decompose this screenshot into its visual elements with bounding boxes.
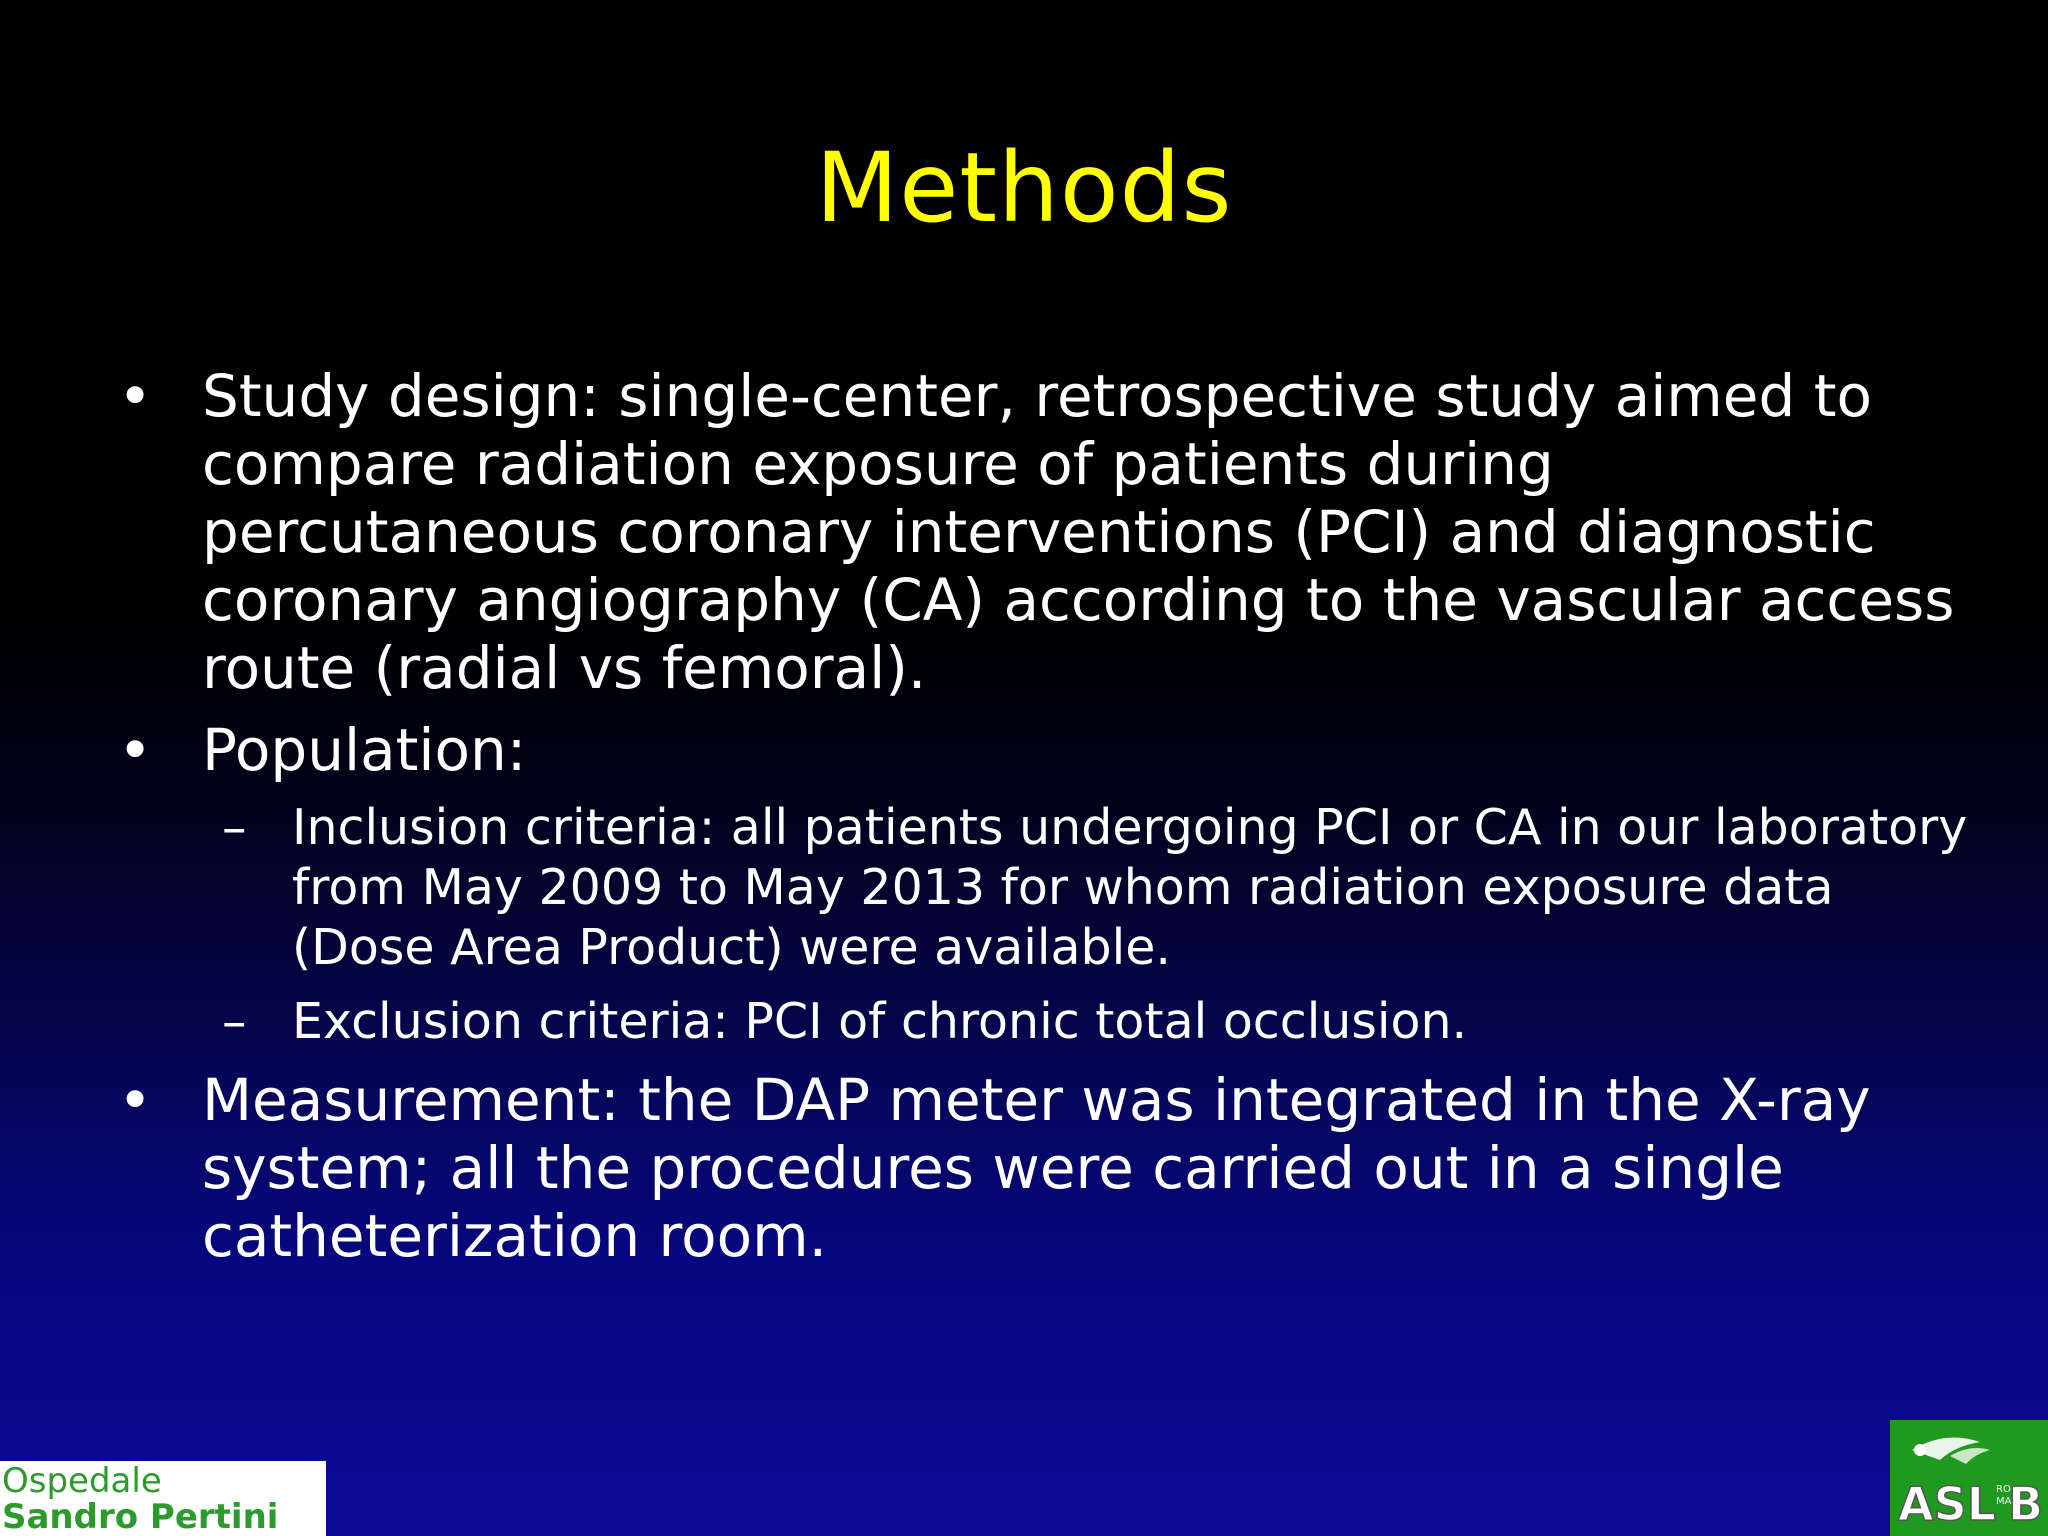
bullet-measurement	[118, 1066, 1968, 1270]
bullet-text: Study design: single-center, retrospective study aimed to compare radiation exposure of patients during percutaneous coronary interventions (PCI) and diagnostic coronary angiography (CA) according to the vascular access route (radial vs femoral).	[202, 362, 1955, 702]
hospital-logo	[0, 1461, 326, 1536]
hospital-logo-line1: Ospedale	[2, 1461, 162, 1501]
subitem-inclusion-criteria	[118, 798, 1968, 978]
hospital-logo-line2: Sandro Pertini	[2, 1497, 279, 1536]
bullet-icon: •	[118, 716, 153, 784]
svg-text:MA: MA	[1996, 1496, 2012, 1507]
dash-icon: –	[222, 993, 247, 1050]
slide-title: Methods	[815, 132, 1233, 244]
bullet-text: Measurement: the DAP meter was integrated in the X-ray system; all the procedures were carried out in a single catheterization room.	[202, 1066, 1871, 1270]
svg-text:B: B	[2008, 1477, 2044, 1531]
bullet-icon: •	[118, 362, 153, 430]
subitem-text: Exclusion criteria: PCI of chronic total occlusion.	[292, 993, 1468, 1050]
bullet-text: Population:	[202, 716, 527, 784]
bullet-population	[118, 716, 1968, 784]
subitem-exclusion-criteria	[118, 992, 1968, 1052]
population-subitems	[118, 798, 1968, 1052]
bullet-study-design	[118, 362, 1968, 702]
dash-icon: –	[222, 799, 247, 856]
asl-logo	[1890, 1420, 2048, 1536]
asl-logo-graphic	[1890, 1420, 2048, 1536]
subitem-text: Inclusion criteria: all patients undergoing PCI or CA in our laboratory from May 2009 to May 2013 for whom radiation exposure data (Dose Area Product) were available.	[292, 799, 1968, 976]
svg-text:RO: RO	[1996, 1484, 2011, 1495]
svg-text:ASL: ASL	[1898, 1477, 1997, 1531]
slide-content	[118, 362, 1968, 1284]
bullet-icon: •	[118, 1066, 153, 1134]
